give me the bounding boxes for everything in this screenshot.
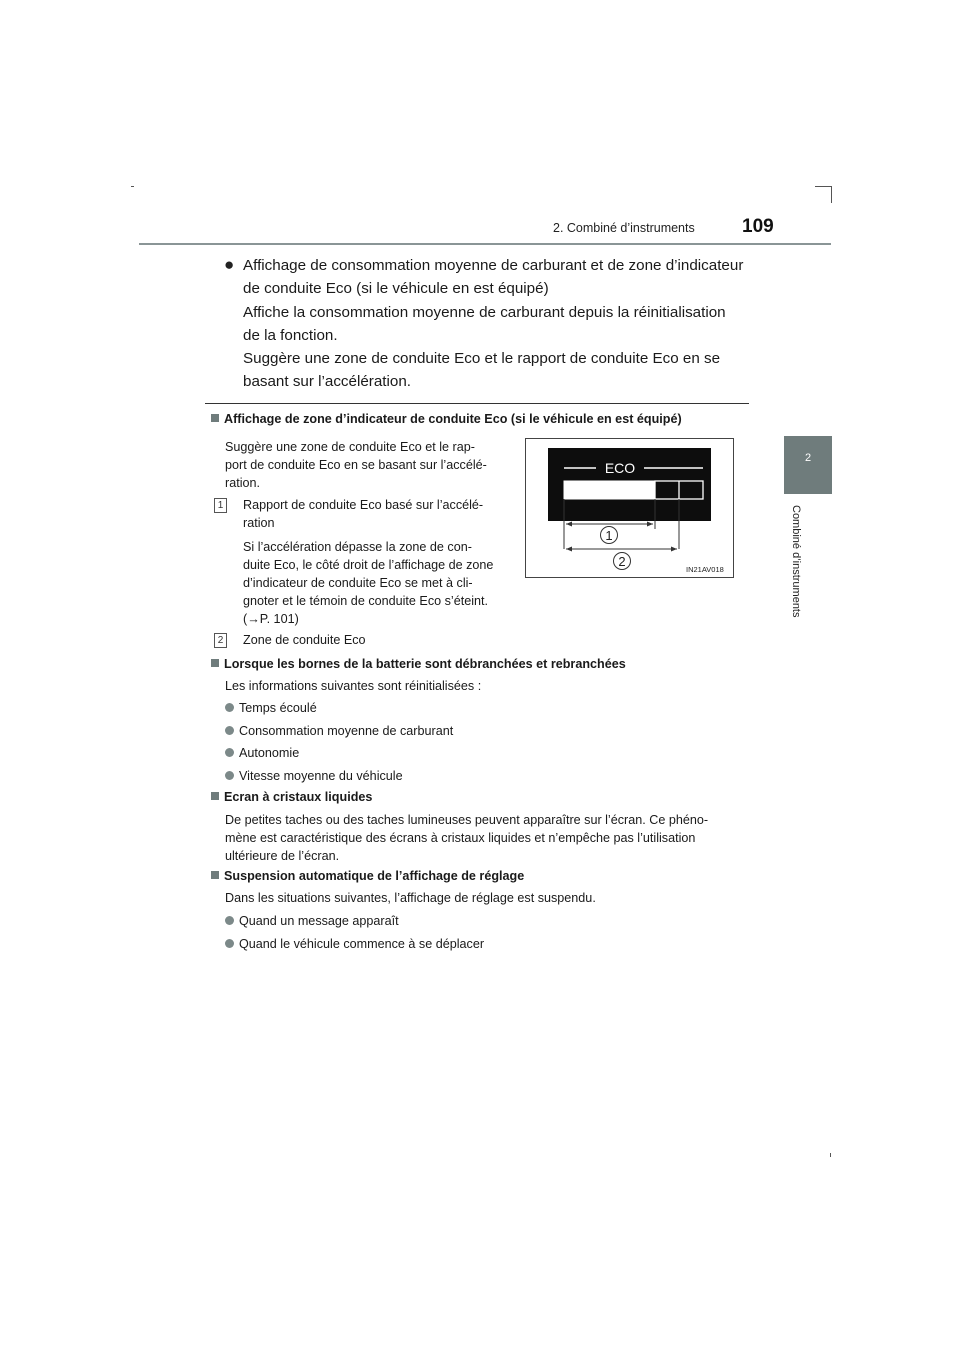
header-rule: [139, 243, 831, 245]
dot-bullet-icon: [225, 748, 234, 757]
intro-para1-line1: Affiche la consommation moyenne de carburant depuis la réinitialisation: [243, 304, 726, 321]
page-reference-link[interactable]: (→P. 101): [243, 612, 299, 626]
callout-1: 1: [605, 528, 613, 543]
item1-title-line2: ration: [243, 516, 275, 530]
item2-number-box: 2: [214, 631, 235, 649]
item1-detail-line1: Si l’accélération dépasse la zone de con-: [243, 540, 472, 554]
item1-number-box: 1: [214, 496, 235, 514]
suspension-intro: Dans les situations suivantes, l’affichage de réglage est suspendu.: [225, 891, 596, 905]
arrow-2-head-right: [671, 547, 677, 552]
lcd-line2: mène est caractéristique des écrans à cristaux liquides et n’empêche pas l’utilisation: [225, 831, 696, 845]
separator-rule: [205, 403, 749, 404]
dot-bullet-icon: [225, 771, 234, 780]
eco-zone-desc-line3: ration.: [225, 476, 261, 490]
item1-title-line1: Rapport de conduite Eco basé sur l’accélé-: [243, 498, 484, 512]
item1-detail-line2: duite Eco, le côté droit de l’affichage de zone: [243, 558, 494, 572]
intro-title-line2: de conduite Eco (si le véhicule en est équipé): [243, 280, 549, 297]
dot-bullet-icon: [225, 916, 234, 925]
chapter-tab[interactable]: [784, 436, 832, 494]
square-bullet-icon: [211, 792, 219, 800]
dot-bullet-icon: [225, 939, 234, 948]
eco-zone-desc-line2: port de conduite Eco en se basant sur l’accélé-: [225, 458, 487, 472]
eco-indicator-diagram: [526, 439, 733, 577]
list-item: Autonomie: [225, 744, 299, 762]
square-bullet-icon: [211, 659, 219, 667]
arrow-1-head-left: [566, 522, 572, 527]
crop-mark-bottom-right: [830, 1153, 831, 1157]
battery-intro: Les informations suivantes sont réinitialisées :: [225, 679, 482, 693]
dot-bullet-icon: [225, 703, 234, 712]
list-item: Temps écoulé: [225, 699, 317, 717]
list-item: Quand un message apparaît: [225, 912, 399, 930]
list-item: Vitesse moyenne du véhicule: [225, 767, 403, 785]
display-eco-label: ECO: [604, 460, 636, 476]
battery-heading: Lorsque les bornes de la batterie sont débranchées et rebranchées: [211, 657, 626, 671]
section-title: 2. Combiné d’instruments: [553, 221, 695, 235]
intro-para1-line2: de la fonction.: [243, 327, 338, 344]
item1-detail-line4: gnoter et le témoin de conduite Eco s’éteint.: [243, 594, 489, 608]
chapter-label: [790, 505, 803, 645]
intro-para2-line2: basant sur l’accélération.: [243, 373, 411, 390]
crop-mark-top-right-h: [815, 186, 832, 187]
figure-code: IN21AV018: [686, 565, 724, 574]
lcd-line3: ultérieure de l’écran.: [225, 849, 340, 863]
item1-detail-line3: d’indicateur de conduite Eco se met à cli-: [243, 576, 473, 590]
eco-zone-desc-line1: Suggère une zone de conduite Eco et le rap-: [225, 440, 475, 454]
lcd-line1: De petites taches ou des taches lumineuses peuvent apparaître sur l’écran. Ce phéno-: [225, 813, 709, 827]
eco-indicator-figure: [525, 438, 734, 578]
callout-2: 2: [618, 554, 626, 569]
arrow-1-head-right: [647, 522, 653, 527]
dot-bullet-icon: [225, 726, 234, 735]
arrow-2-head-left: [566, 547, 572, 552]
suspension-heading: Suspension automatique de l’affichage de réglage: [211, 869, 524, 883]
eco-bar-fill: [564, 481, 655, 499]
square-bullet-icon: [211, 414, 219, 422]
intro-title-line1: Affichage de consommation moyenne de carburant et de zone d’indicateur: [243, 257, 744, 274]
crop-mark-left: [131, 186, 134, 187]
page-number: 109: [742, 216, 774, 237]
square-bullet-icon: [211, 871, 219, 879]
list-item: Consommation moyenne de carburant: [225, 722, 453, 740]
intro-para2-line1: Suggère une zone de conduite Eco et le rapport de conduite Eco en se: [243, 350, 721, 367]
eco-zone-heading: Affichage de zone d’indicateur de conduite Eco (si le véhicule en est équipé): [211, 412, 682, 426]
bullet-icon: ●: [224, 255, 235, 274]
crop-mark-top-right-v: [831, 186, 832, 203]
lcd-heading: Ecran à cristaux liquides: [211, 790, 372, 804]
list-item: Quand le véhicule commence à se déplacer: [225, 935, 484, 953]
chapter-label-text: Combiné d’instruments: [790, 505, 802, 618]
chapter-number: 2: [804, 452, 812, 464]
item2-title: Zone de conduite Eco: [243, 633, 366, 647]
